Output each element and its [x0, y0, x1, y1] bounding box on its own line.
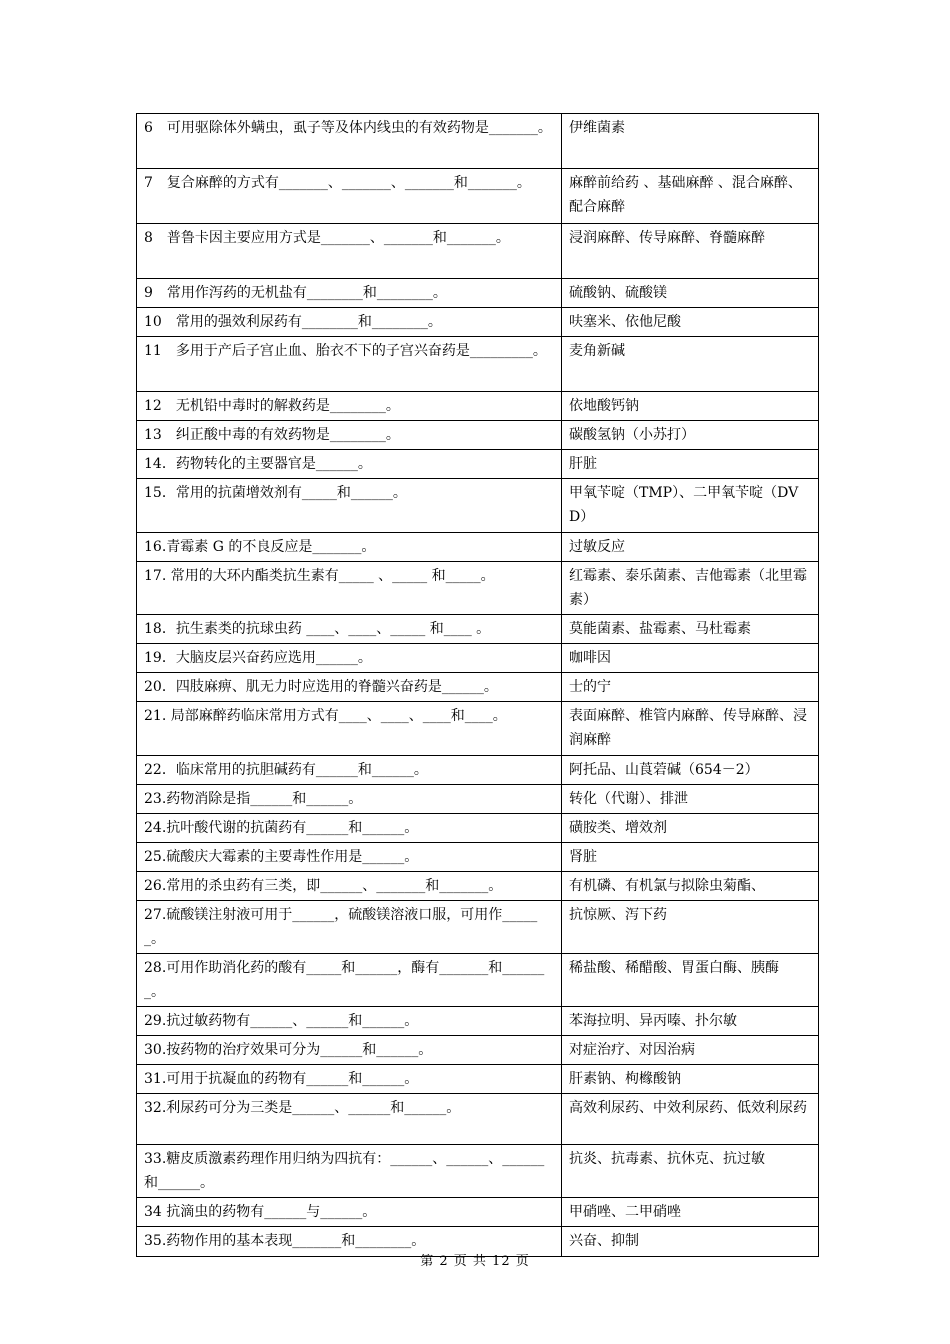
answer-cell: 阿托品、山莨菪碱（654－2）: [562, 756, 819, 785]
answer-cell: 红霉素、泰乐菌素、吉他霉素（北里霉素）: [562, 562, 819, 615]
answer-cell: 兴奋、抑制: [562, 1227, 819, 1257]
table-row: [137, 308, 819, 337]
table-row: [137, 872, 819, 901]
question-cell: 11 多用于产后子宫止血、胎衣不下的子宫兴奋药是_________。: [137, 337, 562, 392]
question-cell: 17. 常用的大环内酯类抗生素有_____ 、_____ 和_____。: [137, 562, 562, 615]
answer-cell: 依地酸钙钠: [562, 392, 819, 421]
table-row: [137, 421, 819, 450]
table-row: [137, 814, 819, 843]
question-cell: 10 常用的强效利尿药有________和________。: [137, 308, 562, 337]
answer-cell: 伊维菌素: [562, 114, 819, 169]
answer-cell: 麻醉前给药 、基础麻醉 、混合麻醉、配合麻醉: [562, 169, 819, 224]
answer-cell: 浸润麻醉、传导麻醉、脊髓麻醉: [562, 224, 819, 279]
answer-cell: 士的宁: [562, 673, 819, 702]
question-cell: 19．大脑皮层兴奋药应选用______。: [137, 644, 562, 673]
question-cell: 21. 局部麻醉药临床常用方式有____、____、____和____。: [137, 702, 562, 756]
question-cell: 9 常用作泻药的无机盐有________和________。: [137, 279, 562, 308]
table-row: [137, 450, 819, 479]
table-row: [137, 533, 819, 562]
question-cell: 14．药物转化的主要器官是______。: [137, 450, 562, 479]
page-footer: 第 2 页 共 12 页: [420, 1254, 530, 1269]
question-cell: 28.可用作助消化药的酸有_____和______，酶有_______和_______。: [137, 954, 562, 1007]
question-cell: 22．临床常用的抗胆碱药有______和______。: [137, 756, 562, 785]
table-row: [137, 169, 819, 224]
table-row: [137, 756, 819, 785]
answer-cell: 抗炎、抗毒素、抗休克、抗过敏: [562, 1145, 819, 1198]
question-cell: 13 纠正酸中毒的有效药物是________。: [137, 421, 562, 450]
question-cell: 15．常用的抗菌增效剂有_____和______。: [137, 479, 562, 533]
question-cell: 16.青霉素 G 的不良反应是_______。: [137, 533, 562, 562]
table-row: [137, 1094, 819, 1145]
table-row: [137, 785, 819, 814]
question-cell: 23.药物消除是指______和______。: [137, 785, 562, 814]
question-cell: 18．抗生素类的抗球虫药 ____、____、_____ 和____ 。: [137, 615, 562, 644]
table-row: [137, 1145, 819, 1198]
answer-cell: 莫能菌素、盐霉素、马杜霉素: [562, 615, 819, 644]
table-row: [137, 337, 819, 392]
question-cell: 35.药物作用的基本表现_______和________。: [137, 1227, 562, 1257]
answer-cell: 麦角新碱: [562, 337, 819, 392]
table-row: [137, 279, 819, 308]
answer-cell: 硫酸钠、硫酸镁: [562, 279, 819, 308]
question-cell: 24.抗叶酸代谢的抗菌药有______和______。: [137, 814, 562, 843]
table-row: [137, 1007, 819, 1036]
question-cell: 33.糖皮质激素药理作用归纳为四抗有：______、______、______和______。: [137, 1145, 562, 1198]
question-cell: 27.硫酸镁注射液可用于______，硫酸镁溶液口服，可用作______。: [137, 901, 562, 954]
question-cell: 12 无机铅中毒时的解救药是________。: [137, 392, 562, 421]
question-cell: 20．四肢麻痹、肌无力时应选用的脊髓兴奋药是______。: [137, 673, 562, 702]
answer-cell: 有机磷、有机氯与拟除虫菊酯、: [562, 872, 819, 901]
table-row: [137, 901, 819, 954]
answer-cell: 甲硝唑、二甲硝唑: [562, 1198, 819, 1227]
answer-cell: 咖啡因: [562, 644, 819, 673]
answer-cell: 甲氧苄啶（TMP）、二甲氧苄啶（DVD）: [562, 479, 819, 533]
table-row: [137, 392, 819, 421]
table-row: [137, 843, 819, 872]
question-cell: 31.可用于抗凝血的药物有______和______。: [137, 1065, 562, 1094]
question-cell: 29.抗过敏药物有______、______和______。: [137, 1007, 562, 1036]
answer-cell: 肝脏: [562, 450, 819, 479]
answer-cell: 过敏反应: [562, 533, 819, 562]
answer-cell: 稀盐酸、稀醋酸、胃蛋白酶、胰酶: [562, 954, 819, 1007]
table-row: [137, 644, 819, 673]
answer-cell: 肝素钠、枸橼酸钠: [562, 1065, 819, 1094]
table-row: [137, 702, 819, 756]
question-cell: 30.按药物的治疗效果可分为______和______。: [137, 1036, 562, 1065]
table-row: [137, 1198, 819, 1227]
answer-cell: 苯海拉明、异丙嗪、扑尔敏: [562, 1007, 819, 1036]
question-cell: 34 抗滴虫的药物有______与______。: [137, 1198, 562, 1227]
answer-cell: 呋塞米、依他尼酸: [562, 308, 819, 337]
answer-cell: 表面麻醉、椎管内麻醉、传导麻醉、浸润麻醉: [562, 702, 819, 756]
question-cell: 25.硫酸庆大霉素的主要毒性作用是______。: [137, 843, 562, 872]
table-row: [137, 479, 819, 533]
answer-cell: 对症治疗、对因治病: [562, 1036, 819, 1065]
question-cell: 32.利尿药可分为三类是______、______和______。: [137, 1094, 562, 1145]
answer-cell: 磺胺类、增效剂: [562, 814, 819, 843]
table-row: [137, 1065, 819, 1094]
table-body: [137, 114, 819, 1257]
table-row: [137, 954, 819, 1007]
table-row: [137, 224, 819, 279]
table-row: [137, 114, 819, 169]
answer-cell: 碳酸氢钠（小苏打）: [562, 421, 819, 450]
question-cell: 8 普鲁卡因主要应用方式是_______、_______和_______。: [137, 224, 562, 279]
question-cell: 6 可用驱除体外螨虫，虱子等及体内线虫的有效药物是_______。: [137, 114, 562, 169]
question-cell: 7 复合麻醉的方式有_______、_______、_______和_______。: [137, 169, 562, 224]
answer-cell: 高效利尿药、中效利尿药、低效利尿药: [562, 1094, 819, 1145]
answer-cell: 转化（代谢）、排泄: [562, 785, 819, 814]
answer-cell: 抗惊厥、泻下药: [562, 901, 819, 954]
table-row: [137, 1036, 819, 1065]
question-cell: 26.常用的杀虫药有三类，即______、_______和_______。: [137, 872, 562, 901]
question-answer-table: [136, 113, 819, 1257]
table-row: [137, 615, 819, 644]
table-row: [137, 562, 819, 615]
answer-cell: 肾脏: [562, 843, 819, 872]
table-row: [137, 673, 819, 702]
